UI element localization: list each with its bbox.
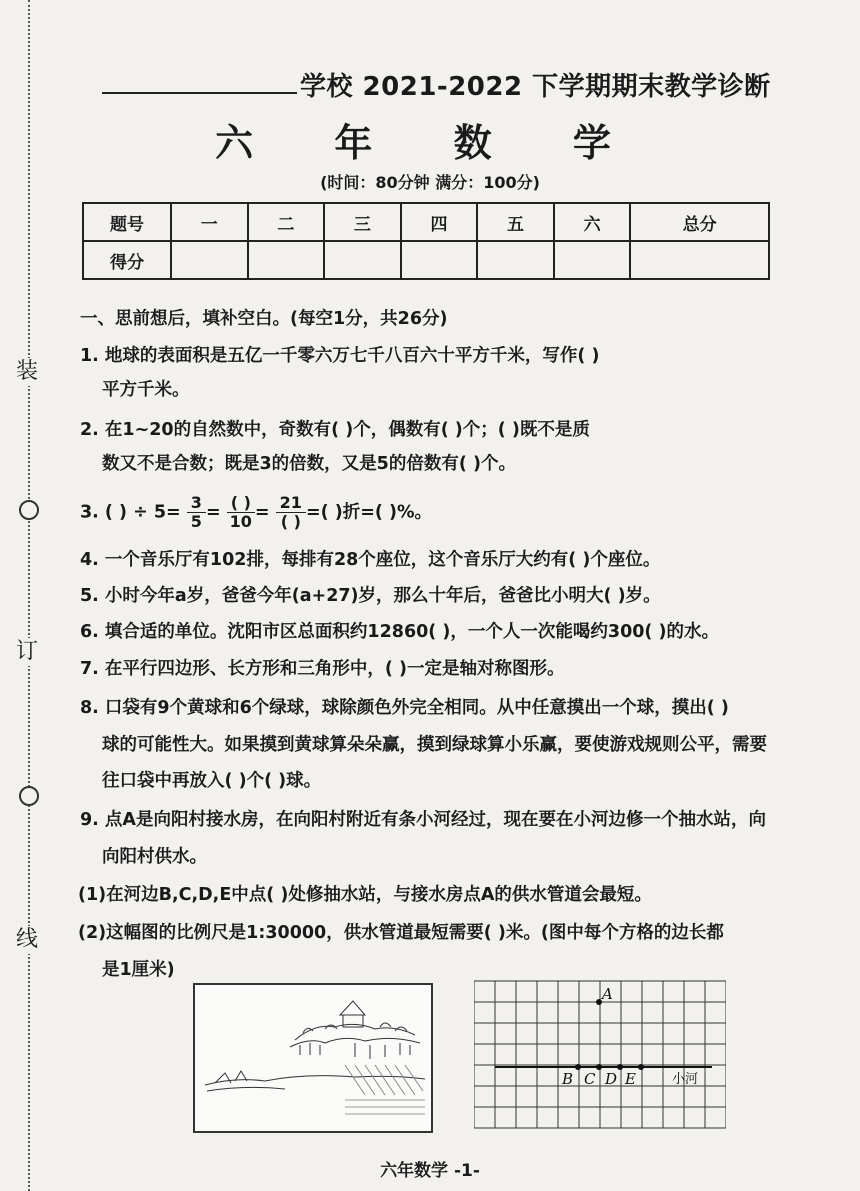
table-cell: 三 (324, 203, 401, 241)
label-river: 小河 (672, 1072, 699, 1087)
table-cell: 六 (554, 203, 631, 241)
table-cell: 五 (477, 203, 554, 241)
table-cell: 题号 (83, 203, 171, 241)
table-cell: 二 (248, 203, 325, 241)
sketch-drawing (195, 985, 431, 1131)
score-entry-cell[interactable] (171, 241, 248, 279)
question-9-part-1: (1)在河边B,C,D,E中点( )处修抽水站，与接水房点A的供水管道会最短。 (78, 885, 652, 905)
binding-char-xian: 线 (15, 927, 38, 952)
question-5: 5. 小时今年a岁，爸爸今年(a+27)岁，那么十年后，爸爸比小明大( )岁。 (80, 586, 661, 606)
question-1-line-1: 1. 地球的表面积是五亿一千零六万七千八百六十平方千米，写作( ) (80, 346, 600, 366)
point-d (617, 1064, 623, 1070)
section-heading: 一、思前想后，填补空白。(每空1分，共26分) (80, 309, 448, 329)
point-c (596, 1064, 602, 1070)
question-8-line-2: 球的可能性大。如果摸到黄球算朵朵赢，摸到绿球算小乐赢，要使游戏规则公平，需要 (102, 735, 767, 755)
question-2-line-1: 2. 在1~20的自然数中，奇数有( )个，偶数有( )个；( )既不是质 (80, 420, 590, 440)
point-b (575, 1064, 581, 1070)
binding-hole (19, 786, 39, 806)
fraction-denominator: ( ) (280, 512, 301, 531)
score-table-header-row (83, 203, 769, 241)
question-9-line-2: 向阳村供水。 (102, 847, 207, 867)
fraction-3-5 (187, 494, 206, 531)
score-entry-cell[interactable] (248, 241, 325, 279)
label-e: E (625, 1070, 636, 1088)
exam-meta: (时间：80分钟 满分：100分) (320, 173, 540, 192)
grid-diagram (474, 980, 726, 1132)
question-8-line-3: 往口袋中再放入( )个( )球。 (102, 771, 322, 791)
table-cell: 四 (401, 203, 478, 241)
score-entry-cell[interactable] (401, 241, 478, 279)
village-sketch-image (193, 983, 433, 1133)
fraction-blank-10 (227, 494, 255, 531)
point-e (638, 1064, 644, 1070)
fraction-numerator: ( ) (227, 494, 255, 513)
score-table (82, 202, 770, 280)
fraction-numerator: 21 (276, 494, 306, 513)
question-9-part-2-line-2: 是1厘米) (102, 960, 175, 980)
table-cell: 得分 (83, 241, 171, 279)
label-a: A (602, 985, 613, 1003)
question-4: 4. 一个音乐厅有102排，每排有28个座位，这个音乐厅大约有( )个座位。 (80, 550, 661, 570)
table-cell: 一 (171, 203, 248, 241)
label-d: D (605, 1070, 618, 1088)
score-entry-cell[interactable] (477, 241, 554, 279)
score-table-score-row (83, 241, 769, 279)
question-3: 3. ( ) ÷ 5= $\frac{3}{5}$ = $\frac{( )}{10}$ = $\frac{21}{( )}$ =( )折=( )%。 (80, 493, 432, 531)
label-c: C (584, 1070, 596, 1088)
fraction-numerator: 3 (187, 494, 206, 513)
question-7: 7. 在平行四边形、长方形和三角形中，( )一定是轴对称图形。 (80, 659, 565, 679)
page-title: 六 年 数 学 (215, 121, 645, 165)
score-entry-cell[interactable] (324, 241, 401, 279)
fraction-denominator: 10 (229, 512, 252, 531)
exam-header: 学校 2021-2022 下学期期末教学诊断 (300, 72, 771, 102)
page-footer: 六年数学 -1- (380, 1161, 480, 1181)
fraction-21-blank (276, 494, 306, 531)
score-entry-cell[interactable] (554, 241, 631, 279)
label-b: B (562, 1070, 574, 1088)
school-name-blank[interactable] (102, 92, 297, 94)
question-6: 6. 填合适的单位。沈阳市区总面积约12860( )，一个人一次能喝约300( )的水。 (80, 622, 720, 642)
grid-svg (474, 980, 726, 1132)
house-roof (340, 1001, 365, 1015)
question-9-part-2-line-1: (2)这幅图的比例尺是1:30000，供水管道最短需要( )米。(图中每个方格的边长都 (78, 923, 724, 943)
fraction-denominator: 5 (190, 512, 202, 531)
binding-char-zhuang: 装 (15, 359, 38, 384)
binding-char-ding: 订 (15, 639, 38, 664)
question-3-start: 3. ( ) ÷ 5= (80, 502, 181, 523)
question-2-line-2: 数又不是合数；既是3的倍数，又是5的倍数有( )个。 (102, 454, 516, 474)
binding-hole (19, 500, 39, 520)
question-1-line-2: 平方千米。 (102, 380, 190, 400)
question-8-line-1: 8. 口袋有9个黄球和6个绿球，球除颜色外完全相同。从中任意摸出一个球，摸出( ) (80, 698, 729, 718)
table-cell: 总分 (630, 203, 769, 241)
score-entry-cell[interactable] (630, 241, 769, 279)
question-9-line-1: 9. 点A是向阳村接水房，在向阳村附近有条小河经过，现在要在小河边修一个抽水站，向 (80, 810, 766, 830)
question-3-end: =( )折=( )%。 (305, 502, 432, 523)
